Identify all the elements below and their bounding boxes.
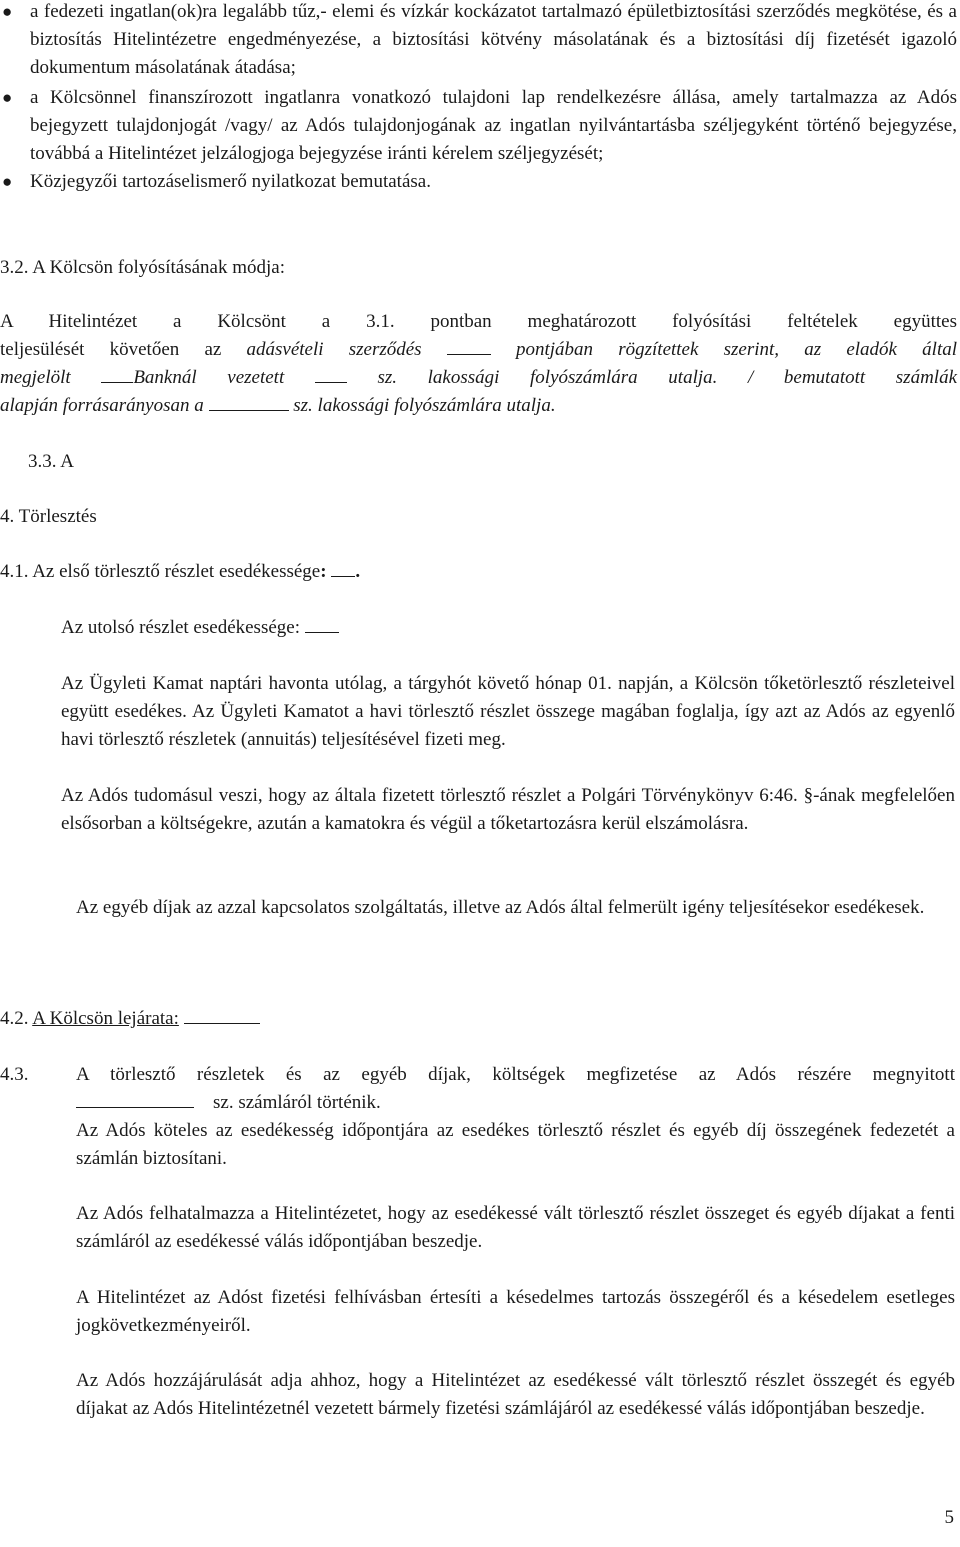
blank-line <box>447 336 491 355</box>
bullet-icon: ● <box>2 172 13 191</box>
direct-debit-paragraph: Az Adós felhatalmazza a Hitelintézetet, hogy az esedékessé vált törlesztő részlet összeget és egyéb díjakat a fenti számláról az esedékessé válás időpontjában beszedje. <box>76 1203 955 1252</box>
list-item <box>0 168 957 196</box>
blank-line <box>184 1005 260 1024</box>
section-3-2-line: megjelölt Banknál vezetett sz. lakossági folyószámlára utalja. / bemutatott számlák <box>0 364 957 392</box>
list-item <box>0 0 957 82</box>
blank-line <box>76 1089 194 1108</box>
coverage-paragraph: Az Adós köteles az esedékesség időpontjára az esedékes törlesztő részlet és egyéb díj összegének fedezetét a számlán biztosítani. <box>76 1120 955 1169</box>
section-3-3-heading: 3.3. A <box>28 451 74 472</box>
payment-notice-paragraph: A Hitelintézet az Adóst fizetési felhívásban értesíti a késedelmes tartozás összegéről és a késedelem esetleges jogkövetkezményeiről. <box>76 1287 955 1336</box>
list-item-text: a fedezeti ingatlan(ok)ra legalább tűz,- elemi és vízkár kockázatot tartalmazó épületbiztosítási szerződés megkötése, és a biztosítás Hitelintézetre engedményezése, a biztosítási kötvény másolatának és a biztosítási díj fizetését igazoló dokumentum másolatának átadása; <box>30 1 957 78</box>
section-4-3-number: 4.3. <box>0 1064 29 1085</box>
section-4-3-body <box>76 1061 955 1117</box>
section-3-2-heading: 3.2. A Kölcsön folyósításának módja: <box>0 257 285 278</box>
other-fees-paragraph: Az egyéb díjak az azzal kapcsolatos szolgáltatás, illetve az Adós által felmerült igény teljesítésekor esedékesek. <box>76 897 925 918</box>
section-4-heading: 4. Törlesztés <box>0 506 97 527</box>
blank-line <box>315 364 347 383</box>
blank-line <box>101 364 133 383</box>
section-4-1-first-installment: 4.1. Az első törlesztő részlet esedékessége: . <box>0 558 600 586</box>
blank-line <box>209 392 289 411</box>
list-item-text: Közjegyzői tartozáselismerő nyilatkozat bemutatása. <box>30 171 431 192</box>
page-number: 5 <box>944 1507 954 1528</box>
consent-paragraph: Az Adós hozzájárulását adja ahhoz, hogy a Hitelintézet az esedékessé vált törlesztő részlet összegét és egyéb díjakat az Adós Hitelintézetnél vezetett bármely fizetési számlájáról az esedékessé válás időpontjában beszedje. <box>76 1370 955 1419</box>
interest-paragraph: Az Ügyleti Kamat naptári havonta utólag, a tárgyhót követő hónap 01. napján, a Kölcsön tőketörlesztő részleteivel együtt esedékes. Az Ügyleti Kamatot a havi törlesztő részlet összege magában foglalja, így azt az Adós az egyenlő havi törlesztő részletek (annuitás) teljesítésével fizeti meg. <box>61 673 955 750</box>
last-installment-due: Az utolsó részlet esedékessége: <box>61 614 561 642</box>
blank-line <box>331 558 355 577</box>
section-3-2-body <box>0 308 957 420</box>
section-4-2-maturity: 4.2. A Kölcsön lejárata: <box>0 1005 600 1033</box>
section-4-3-line: sz. számláról történik. <box>76 1089 955 1117</box>
bullet-icon: ● <box>2 88 13 107</box>
condition-bullet-list <box>0 0 960 196</box>
section-3-2-line: A Hitelintézet a Kölcsönt a 3.1. pontban meghatározott folyósítási feltételek együttes <box>0 311 957 332</box>
section-3-2-line: teljesülését követően az adásvételi szerződés pontjában rögzítettek szerint, az eladók által <box>0 336 957 364</box>
section-4-3-line: A törlesztő részletek és az egyéb díjak, költségek megfizetése az Adós részére megnyitott <box>76 1064 955 1085</box>
bullet-icon: ● <box>2 2 13 21</box>
list-item <box>0 84 957 168</box>
blank-line <box>305 614 339 633</box>
section-3-2-line: alapján forrásarányosan a sz. lakossági folyószámlára utalja. <box>0 392 957 420</box>
list-item-text: a Kölcsönnel finanszírozott ingatlanra vonatkozó tulajdoni lap rendelkezésre állása, amely tartalmazza az Adós bejegyzett tulajdonjogát /vagy/ az Adós tulajdonjogának az ingatlan nyilvántartásba széljegyként történő bejegyzése, továbbá a Hitelintézet jelzálogjoga bejegyzése iránti kérelem széljegyzését; <box>30 87 957 164</box>
civil-code-paragraph: Az Adós tudomásul veszi, hogy az általa fizetett törlesztő részlet a Polgári Törvénykönyv 6:46. §-ának megfelelően elsősorban a költségekre, azután a kamatokra és végül a tőketartozásra kerül elszámolásra. <box>61 785 955 834</box>
